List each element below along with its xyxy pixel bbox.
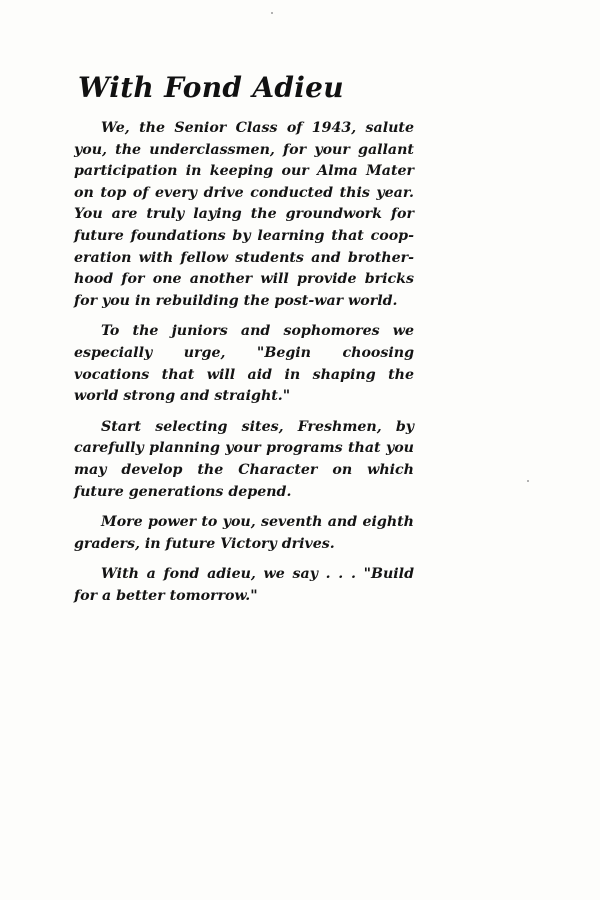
paragraph-5: With a fond adieu, we say . . . "Build for a better tomorrow." xyxy=(74,566,414,604)
paragraph-2: To the juniors and sophomores we especially urge, "Begin choosing vocations that will aid in shaping the world strong and straight." xyxy=(74,323,414,405)
page-title: With Fond Adieu xyxy=(78,71,344,104)
paper-speck xyxy=(271,12,273,14)
paragraph-1: We, the Senior Class of 1943, salute you, the underclassmen, for your gallant participation in keeping our Alma Mater on top of every drive conducted this year. You are truly laying the groundwork for future foundations by learning that coop- eration with fellow students and brother- hood for one another will provide bricks for you in rebuilding the post-war world. xyxy=(74,120,414,309)
paragraph-3: Start selecting sites, Freshmen, by carefully planning your programs that you may develop the Character on which future generations depend. xyxy=(74,418,414,500)
paragraph-4: More power to you, seventh and eighth graders, in future Victory drives. xyxy=(74,514,414,552)
paper-speck xyxy=(527,480,529,482)
letter-body xyxy=(74,118,414,616)
